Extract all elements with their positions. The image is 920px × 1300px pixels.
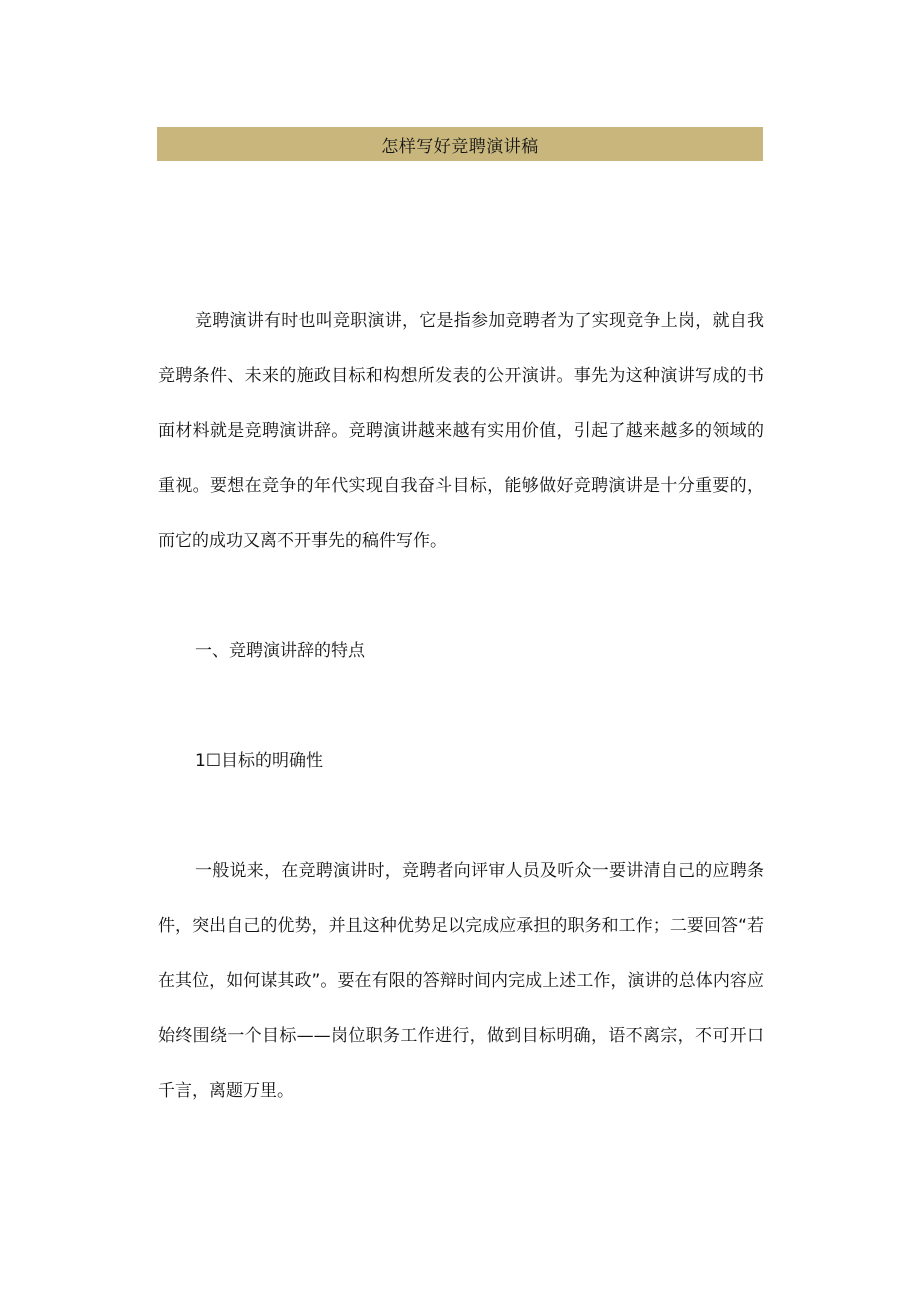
body-paragraph: 一般说来，在竞聘演讲时，竞聘者向评审人员及听众一要讲清自己的应聘条件，突出自己的优势，并且这种优势足以完成应承担的职务和工作；二要回答“若在其位，如何谋其政”。要在有限的答辩时间内完成上述工作，演讲的总体内容应始终围绕一个目标——岗位职务工作进行，做到目标明确，语不离宗，不可开口千言，离题万里。 [158, 861, 764, 1101]
subsection-heading: 1☐目标的明确性 [195, 751, 324, 771]
intro-paragraph: 竞聘演讲有时也叫竞职演讲，它是指参加竞聘者为了实现竞争上岗，就自我竞聘条件、未来的施政目标和构想所发表的公开演讲。事先为这种演讲写成的书面材料就是竞聘演讲辞。竞聘演讲越来越有实用价值，引起了越来越多的领域的重视。要想在竞争的年代实现自我奋斗目标，能够做好竞聘演讲是十分重要的，而它的成功又离不开事先的稿件写作。 [158, 311, 764, 551]
document-title: 怎样写好竞聘演讲稿 [381, 136, 539, 157]
title-banner [157, 127, 763, 161]
section-heading: 一、竞聘演讲辞的特点 [195, 641, 365, 661]
